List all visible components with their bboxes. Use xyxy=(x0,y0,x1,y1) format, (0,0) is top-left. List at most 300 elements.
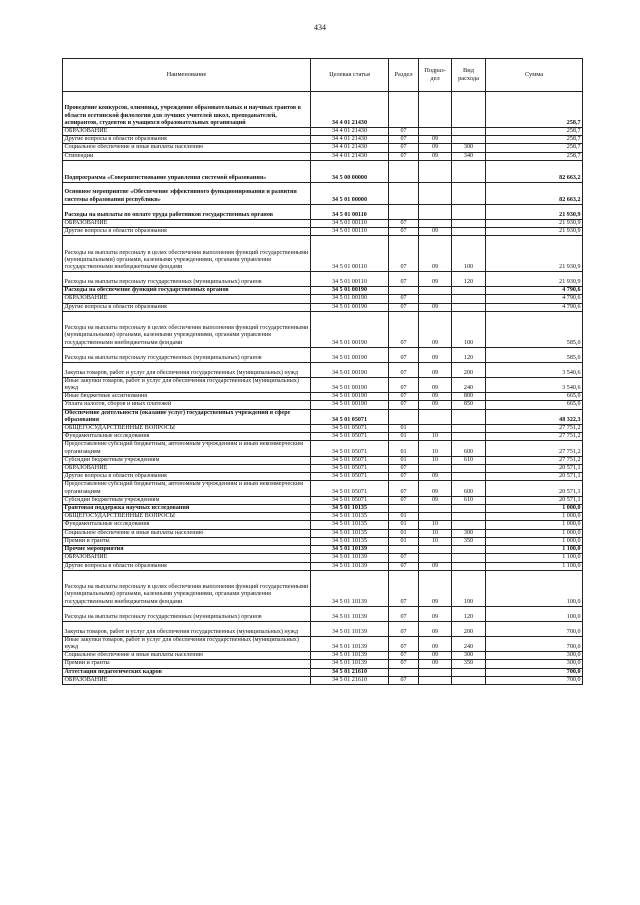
row-code: 34 5 01 00190 xyxy=(311,311,389,347)
row-code: 34 5 01 00110 xyxy=(311,228,389,236)
table-row xyxy=(63,537,583,545)
row-sum: 27 751,2 xyxy=(486,441,583,456)
row-expense-type: 300 xyxy=(452,652,486,660)
row-name: Расходы на выплаты персоналу государственных (муниципальных) органов xyxy=(63,347,311,362)
row-subsection: 09 xyxy=(419,401,452,409)
row-expense-type xyxy=(452,473,486,481)
row-sum: 82 663,2 xyxy=(486,182,583,204)
table-row xyxy=(63,272,583,287)
row-code: 34 5 01 10139 xyxy=(311,652,389,660)
table-row xyxy=(63,409,583,424)
row-subsection xyxy=(419,554,452,562)
row-expense-type: 240 xyxy=(452,377,486,392)
row-code: 34 4 01 21430 xyxy=(311,152,389,160)
row-section: 07 xyxy=(389,554,419,562)
row-sum: 21 930,9 xyxy=(486,204,583,219)
table-row xyxy=(63,377,583,392)
row-expense-type xyxy=(452,513,486,521)
row-sum: 258,7 xyxy=(486,128,583,136)
table-row xyxy=(63,393,583,401)
row-sum: 258,7 xyxy=(486,144,583,152)
row-expense-type xyxy=(452,465,486,473)
row-name: Другие вопросы в области образования xyxy=(63,228,311,236)
row-sum: 300,0 xyxy=(486,652,583,660)
row-subsection xyxy=(419,295,452,303)
row-name: Расходы на выплаты персоналу в целях обеспечения выполнения функций государственными (муниципальными) органами, казенными учреждениями, органами управления государственными внебюджетными фондами xyxy=(63,570,311,606)
table-row xyxy=(63,546,583,554)
header-code: Целевая статья xyxy=(311,59,389,92)
table-row xyxy=(63,160,583,182)
row-expense-type xyxy=(452,92,486,128)
row-sum: 4 790,6 xyxy=(486,287,583,295)
row-name: ОБРАЗОВАНИЕ xyxy=(63,676,311,684)
table-row xyxy=(63,128,583,136)
row-sum: 20 571,1 xyxy=(486,481,583,496)
row-subsection: 09 xyxy=(419,152,452,160)
row-name: Расходы на выплаты персоналу в целях обеспечения выполнения функций государственными (муниципальными) органами, казенными учреждениями, органами управления государственными внебюджетными фондами xyxy=(63,236,311,272)
row-sum: 4 790,6 xyxy=(486,295,583,303)
table-row xyxy=(63,311,583,347)
row-subsection xyxy=(419,219,452,227)
row-section: 07 xyxy=(389,621,419,636)
row-expense-type: 800 xyxy=(452,393,486,401)
row-code: 34 5 01 00190 xyxy=(311,295,389,303)
row-name: ОБРАЗОВАНИЕ xyxy=(63,128,311,136)
row-name: Расходы на выплаты персоналу государственных (муниципальных) органов xyxy=(63,606,311,621)
row-sum: 1 000,0 xyxy=(486,529,583,537)
row-sum: 585,0 xyxy=(486,347,583,362)
row-expense-type: 600 xyxy=(452,481,486,496)
table-row xyxy=(63,496,583,504)
row-section: 07 xyxy=(389,311,419,347)
row-code: 34 5 01 10135 xyxy=(311,505,389,513)
row-subsection: 09 xyxy=(419,393,452,401)
row-name: Социальное обеспечение и иные выплаты населению xyxy=(63,144,311,152)
row-sum: 20 571,1 xyxy=(486,496,583,504)
row-code: 34 5 01 05071 xyxy=(311,465,389,473)
row-code: 34 5 01 10135 xyxy=(311,521,389,529)
row-name: Субсидии бюджетным учреждениям xyxy=(63,456,311,464)
row-name: Фундаментальные исследования xyxy=(63,521,311,529)
row-name: Предоставление субсидий бюджетным, автономным учреждениям и иным некоммерческим организациям xyxy=(63,481,311,496)
row-name: ОБРАЗОВАНИЕ xyxy=(63,465,311,473)
table-row xyxy=(63,562,583,570)
row-subsection: 09 xyxy=(419,570,452,606)
row-name: Премии и гранты xyxy=(63,660,311,668)
table-row xyxy=(63,347,583,362)
row-subsection xyxy=(419,668,452,676)
row-expense-type xyxy=(452,182,486,204)
row-code: 34 5 01 00190 xyxy=(311,393,389,401)
row-subsection: 09 xyxy=(419,228,452,236)
row-expense-type xyxy=(452,136,486,144)
row-sum: 82 663,2 xyxy=(486,160,583,182)
row-sum: 700,0 xyxy=(486,668,583,676)
row-sum: 3 540,6 xyxy=(486,362,583,377)
row-section: 07 xyxy=(389,606,419,621)
row-section: 07 xyxy=(389,676,419,684)
row-section xyxy=(389,160,419,182)
row-sum: 27 751,2 xyxy=(486,425,583,433)
table-row xyxy=(63,219,583,227)
row-subsection: 10 xyxy=(419,521,452,529)
row-subsection: 09 xyxy=(419,144,452,152)
table-row xyxy=(63,606,583,621)
row-name: ОБРАЗОВАНИЕ xyxy=(63,295,311,303)
row-expense-type: 610 xyxy=(452,456,486,464)
table-row xyxy=(63,152,583,160)
row-name: Обеспечение деятельности (оказание услуг) государственных учреждений в сфере образования xyxy=(63,409,311,424)
row-name: Подпрограмма «Совершенствование управления системой образования» xyxy=(63,160,311,182)
row-code: 34 5 01 00190 xyxy=(311,377,389,392)
row-code: 34 5 01 10139 xyxy=(311,621,389,636)
row-section: 07 xyxy=(389,236,419,272)
row-sum: 3 540,6 xyxy=(486,377,583,392)
row-section: 07 xyxy=(389,496,419,504)
row-expense-type: 100 xyxy=(452,236,486,272)
row-sum: 48 322,3 xyxy=(486,409,583,424)
row-sum: 665,0 xyxy=(486,393,583,401)
row-section: 07 xyxy=(389,128,419,136)
table-row xyxy=(63,652,583,660)
row-code: 34 5 01 05071 xyxy=(311,481,389,496)
row-subsection: 10 xyxy=(419,441,452,456)
row-expense-type: 200 xyxy=(452,621,486,636)
table-row xyxy=(63,204,583,219)
row-subsection: 09 xyxy=(419,303,452,311)
row-section xyxy=(389,204,419,219)
row-section: 07 xyxy=(389,144,419,152)
row-name: Прочие мероприятия xyxy=(63,546,311,554)
row-code: 34 5 01 10139 xyxy=(311,606,389,621)
row-code: 34 5 01 00110 xyxy=(311,204,389,219)
row-name: Другие вопросы в области образования xyxy=(63,303,311,311)
row-section: 07 xyxy=(389,465,419,473)
row-subsection xyxy=(419,513,452,521)
row-section: 07 xyxy=(389,473,419,481)
row-code: 34 5 01 05071 xyxy=(311,441,389,456)
row-code: 34 5 01 05071 xyxy=(311,433,389,441)
row-section: 07 xyxy=(389,272,419,287)
row-code: 34 5 01 05071 xyxy=(311,496,389,504)
row-name: Расходы на обеспечение функций государственных органов xyxy=(63,287,311,295)
row-code: 34 5 01 21610 xyxy=(311,676,389,684)
row-code: 34 4 01 21430 xyxy=(311,144,389,152)
row-code: 34 5 01 10135 xyxy=(311,537,389,545)
row-section: 01 xyxy=(389,529,419,537)
row-name: Расходы на выплаты персоналу государственных (муниципальных) органов xyxy=(63,272,311,287)
row-code: 34 5 01 10139 xyxy=(311,562,389,570)
row-sum: 258,7 xyxy=(486,152,583,160)
row-code: 34 5 01 00110 xyxy=(311,236,389,272)
row-name: Расходы на выплаты по оплате труда работников государственных органов xyxy=(63,204,311,219)
row-subsection: 10 xyxy=(419,433,452,441)
table-row xyxy=(63,505,583,513)
row-code: 34 5 00 00000 xyxy=(311,160,389,182)
row-sum: 21 930,9 xyxy=(486,236,583,272)
row-name: Проведение конкурсов, олимпиад, учреждение образовательных и научных грантов в области осетинской филологии для лучших учителей школ, преподавателей, аспирантов, студентов и учащихся образовательных организаций xyxy=(63,92,311,128)
row-code: 34 5 01 05071 xyxy=(311,473,389,481)
row-section: 01 xyxy=(389,537,419,545)
row-sum: 1 000,0 xyxy=(486,537,583,545)
table-row xyxy=(63,570,583,606)
row-subsection xyxy=(419,465,452,473)
row-section: 07 xyxy=(389,152,419,160)
row-expense-type: 340 xyxy=(452,152,486,160)
row-section xyxy=(389,546,419,554)
row-subsection xyxy=(419,92,452,128)
header-subsection: Подраз- дел xyxy=(419,59,452,92)
row-name: Иные закупки товаров, работ и услуг для обеспечения государственных (муниципальных) нужд xyxy=(63,377,311,392)
row-sum: 258,7 xyxy=(486,136,583,144)
row-sum: 300,0 xyxy=(486,660,583,668)
row-subsection: 09 xyxy=(419,136,452,144)
row-expense-type: 850 xyxy=(452,401,486,409)
row-sum: 4 790,6 xyxy=(486,303,583,311)
row-expense-type: 300 xyxy=(452,144,486,152)
row-expense-type xyxy=(452,219,486,227)
row-section xyxy=(389,505,419,513)
table-header xyxy=(63,59,583,92)
row-expense-type xyxy=(452,287,486,295)
row-section: 07 xyxy=(389,377,419,392)
table-row xyxy=(63,287,583,295)
table-row xyxy=(63,441,583,456)
row-code: 34 5 01 00110 xyxy=(311,219,389,227)
row-subsection xyxy=(419,287,452,295)
row-code: 34 4 01 21430 xyxy=(311,128,389,136)
row-expense-type: 120 xyxy=(452,347,486,362)
row-expense-type xyxy=(452,303,486,311)
row-code: 34 5 01 00190 xyxy=(311,303,389,311)
row-subsection xyxy=(419,546,452,554)
row-code: 34 5 01 10139 xyxy=(311,554,389,562)
row-sum: 700,0 xyxy=(486,621,583,636)
row-sum: 700,0 xyxy=(486,676,583,684)
table-row xyxy=(63,401,583,409)
row-code: 34 5 01 10139 xyxy=(311,570,389,606)
row-expense-type xyxy=(452,160,486,182)
row-code: 34 5 01 00190 xyxy=(311,287,389,295)
row-sum: 585,0 xyxy=(486,311,583,347)
row-subsection: 09 xyxy=(419,377,452,392)
table-row xyxy=(63,92,583,128)
table-row xyxy=(63,481,583,496)
row-section: 01 xyxy=(389,521,419,529)
row-subsection: 09 xyxy=(419,272,452,287)
row-expense-type xyxy=(452,433,486,441)
row-expense-type: 610 xyxy=(452,496,486,504)
header-sum: Сумма xyxy=(486,59,583,92)
row-section: 07 xyxy=(389,295,419,303)
row-section: 01 xyxy=(389,425,419,433)
row-code: 34 4 01 21430 xyxy=(311,136,389,144)
row-name: Другие вопросы в области образования xyxy=(63,136,311,144)
row-name: Расходы на выплаты персоналу в целях обеспечения выполнения функций государственными (муниципальными) органами, казенными учреждениями, органами управления государственными внебюджетными фондами xyxy=(63,311,311,347)
row-code: 34 5 01 00000 xyxy=(311,182,389,204)
row-code: 34 5 01 21610 xyxy=(311,668,389,676)
row-code: 34 5 01 00190 xyxy=(311,401,389,409)
row-sum: 1 100,0 xyxy=(486,546,583,554)
row-section xyxy=(389,409,419,424)
row-subsection xyxy=(419,409,452,424)
row-expense-type: 350 xyxy=(452,537,486,545)
row-name: Закупка товаров, работ и услуг для обеспечения государственных (муниципальных) нужд xyxy=(63,362,311,377)
row-sum: 1 000,0 xyxy=(486,521,583,529)
row-code: 34 5 01 05071 xyxy=(311,409,389,424)
row-code: 34 5 01 05071 xyxy=(311,425,389,433)
row-subsection: 10 xyxy=(419,456,452,464)
row-subsection: 09 xyxy=(419,562,452,570)
row-name: ОБЩЕГОСУДАРСТВЕННЫЕ ВОПРОСЫ xyxy=(63,513,311,521)
table-row xyxy=(63,473,583,481)
row-sum: 1 100,0 xyxy=(486,562,583,570)
table-row xyxy=(63,554,583,562)
row-subsection: 10 xyxy=(419,529,452,537)
row-code: 34 5 01 10139 xyxy=(311,546,389,554)
row-name: Грантовая поддержка научных исследований xyxy=(63,505,311,513)
row-expense-type: 300 xyxy=(452,529,486,537)
row-expense-type: 600 xyxy=(452,441,486,456)
row-section: 07 xyxy=(389,562,419,570)
row-section: 07 xyxy=(389,362,419,377)
row-code: 34 5 01 00190 xyxy=(311,347,389,362)
row-expense-type xyxy=(452,204,486,219)
row-subsection xyxy=(419,160,452,182)
row-subsection: 09 xyxy=(419,362,452,377)
row-section: 07 xyxy=(389,652,419,660)
row-sum: 20 571,1 xyxy=(486,465,583,473)
row-section: 07 xyxy=(389,303,419,311)
row-expense-type xyxy=(452,425,486,433)
row-expense-type xyxy=(452,668,486,676)
row-name: Другие вопросы в области образования xyxy=(63,562,311,570)
table-row xyxy=(63,521,583,529)
row-code: 34 5 01 10135 xyxy=(311,513,389,521)
row-subsection: 09 xyxy=(419,311,452,347)
row-subsection xyxy=(419,128,452,136)
row-name: Стипендии xyxy=(63,152,311,160)
table-row xyxy=(63,295,583,303)
row-name: Другие вопросы в области образования xyxy=(63,473,311,481)
row-sum: 665,0 xyxy=(486,401,583,409)
row-expense-type xyxy=(452,409,486,424)
row-name: Субсидии бюджетным учреждениям xyxy=(63,496,311,504)
row-code: 34 5 01 10139 xyxy=(311,636,389,651)
row-expense-type: 120 xyxy=(452,272,486,287)
row-subsection: 09 xyxy=(419,236,452,272)
table-row xyxy=(63,465,583,473)
row-name: Предоставление субсидий бюджетным, автономным учреждениям и иным некоммерческим организациям xyxy=(63,441,311,456)
table-row xyxy=(63,621,583,636)
table-row xyxy=(63,144,583,152)
row-section xyxy=(389,668,419,676)
row-name: Социальное обеспечение и иные выплаты населению xyxy=(63,652,311,660)
row-sum: 20 571,1 xyxy=(486,473,583,481)
row-section xyxy=(389,287,419,295)
row-section: 07 xyxy=(389,136,419,144)
row-section xyxy=(389,182,419,204)
row-code: 34 5 01 00110 xyxy=(311,272,389,287)
row-section: 07 xyxy=(389,347,419,362)
row-code: 34 5 01 10135 xyxy=(311,529,389,537)
row-expense-type: 100 xyxy=(452,570,486,606)
row-expense-type: 240 xyxy=(452,636,486,651)
row-name: Социальное обеспечение и иные выплаты населению xyxy=(63,529,311,537)
row-name: Иные закупки товаров, работ и услуг для обеспечения государственных (муниципальных) нужд xyxy=(63,636,311,651)
row-name: Фундаментальные исследования xyxy=(63,433,311,441)
row-subsection: 09 xyxy=(419,473,452,481)
table-row xyxy=(63,136,583,144)
table-row xyxy=(63,228,583,236)
row-expense-type xyxy=(452,128,486,136)
table-row xyxy=(63,182,583,204)
page-number: 434 xyxy=(314,23,326,32)
row-name: ОБРАЗОВАНИЕ xyxy=(63,554,311,562)
table-row xyxy=(63,362,583,377)
row-sum: 27 751,2 xyxy=(486,433,583,441)
row-name: Закупка товаров, работ и услуг для обеспечения государственных (муниципальных) нужд xyxy=(63,621,311,636)
row-expense-type xyxy=(452,295,486,303)
table-row xyxy=(63,668,583,676)
row-section: 07 xyxy=(389,393,419,401)
row-subsection xyxy=(419,676,452,684)
row-name: Премии и гранты xyxy=(63,537,311,545)
row-subsection: 10 xyxy=(419,537,452,545)
row-subsection: 09 xyxy=(419,347,452,362)
row-expense-type xyxy=(452,546,486,554)
row-section: 07 xyxy=(389,228,419,236)
table-row xyxy=(63,425,583,433)
row-expense-type: 100 xyxy=(452,311,486,347)
table-row xyxy=(63,660,583,668)
row-section: 07 xyxy=(389,219,419,227)
row-subsection xyxy=(419,505,452,513)
row-subsection: 09 xyxy=(419,621,452,636)
row-sum: 21 930,9 xyxy=(486,228,583,236)
row-section xyxy=(389,92,419,128)
row-subsection: 09 xyxy=(419,481,452,496)
row-name: ОБЩЕГОСУДАРСТВЕННЫЕ ВОПРОСЫ xyxy=(63,425,311,433)
row-subsection: 09 xyxy=(419,496,452,504)
table-row xyxy=(63,236,583,272)
row-section: 01 xyxy=(389,441,419,456)
row-code: 34 5 01 10139 xyxy=(311,660,389,668)
row-sum: 100,0 xyxy=(486,570,583,606)
row-subsection: 09 xyxy=(419,636,452,651)
row-code: 34 4 01 21430 xyxy=(311,92,389,128)
row-subsection xyxy=(419,425,452,433)
row-expense-type xyxy=(452,554,486,562)
row-sum: 258,7 xyxy=(486,92,583,128)
table-row xyxy=(63,676,583,684)
row-expense-type xyxy=(452,228,486,236)
budget-table xyxy=(62,58,583,685)
row-expense-type xyxy=(452,676,486,684)
row-section: 01 xyxy=(389,433,419,441)
row-name: ОБРАЗОВАНИЕ xyxy=(63,219,311,227)
row-section: 07 xyxy=(389,660,419,668)
table-body xyxy=(63,92,583,685)
header-expense-type: Вид расхода xyxy=(452,59,486,92)
row-sum: 700,0 xyxy=(486,636,583,651)
row-name: Уплата налогов, сборов и иных платежей xyxy=(63,401,311,409)
row-expense-type xyxy=(452,521,486,529)
row-name: Иные бюджетные ассигнования xyxy=(63,393,311,401)
row-section: 07 xyxy=(389,481,419,496)
row-sum: 27 751,2 xyxy=(486,456,583,464)
row-subsection: 09 xyxy=(419,652,452,660)
